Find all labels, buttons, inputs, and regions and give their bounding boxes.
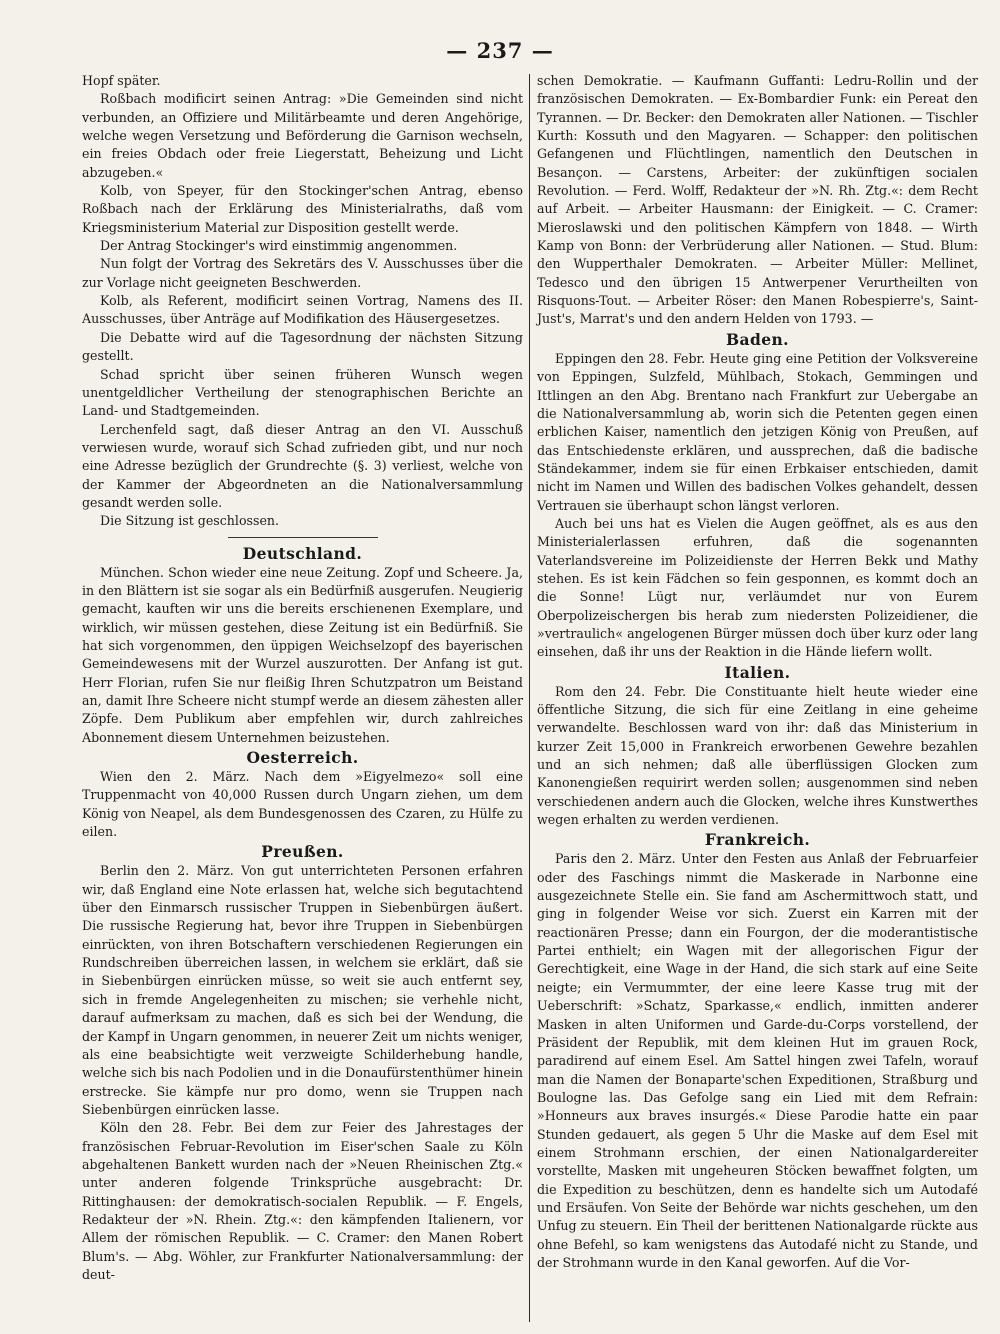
section-heading-frankreich: Frankreich. — [704, 830, 811, 850]
paragraph: Lerchenfeld sagt, daß dieser Antrag an den VI. Ausschuß verwiesen wurde, worauf sich Schad zufrieden gibt, und nur noch eine Adresse bezüglich der Grundrechte (§. 3) verliest, welche von der Kammer der Abgeordneten an die Nationalversammlung gesandt werden solle. — [82, 421, 523, 510]
section-heading-oesterreich: Oesterreich. — [246, 748, 359, 768]
paragraph: Auch bei uns hat es Vielen die Augen geöffnet, als es aus den Ministerialerlassen erfuhren, daß die sogenannten Vaterlandsvereine im Polizeidienste der Herren Bekk und Mathy stehen. Es ist kein Fädchen so fein gesponnen, es kommt doch an die Sonne! Lügt nur, verläumdet nur von Eurem Oberpolizeischergen bis herab zum niedersten Polizeidiener, die »vertraulich« angelogenen Bürger müssen doch über kurz oder lang einsehen, daß ihr uns der Reaktion in die Hände liefern wollt. — [537, 515, 978, 660]
paragraph: Der Antrag Stockinger's wird einstimmig angenommen. — [100, 238, 458, 254]
left-column — [82, 72, 529, 1334]
paragraph: Nun folgt der Vortrag des Sekretärs des V. Ausschusses über die zur Vorlage nicht geeigneten Beschwerden. — [82, 256, 523, 290]
section-heading-preussen: Preußen. — [261, 842, 344, 862]
text-columns — [82, 72, 978, 1334]
paragraph: Rom den 24. Febr. Die Constituante hielt heute wieder eine öffentliche Sitzung, die sich für eine Zeitlang in eine geheime verwandelte. Beschlossen ward von ihr: daß das Ministerium in kurzer Zeit 15,000 in Frankreich erworbenen Gewehre bezahlen und an sich nehmen; daß alle überflüssigen Glocken zum Kanonengießen requirirt werden sollen; ausgenommen sind neben verschiedenen andern auch die Glocken, welche ihres Kunstwerthes wegen erhalten zu werden verdienen. — [537, 683, 978, 828]
paragraph: Eppingen den 28. Febr. Heute ging eine Petition der Volksvereine von Eppingen, Sulzfeld, Mühlbach, Stokach, Gemmingen und Ittlingen an den Abg. Brentano nach Frankfurt zur Uebergabe an die Nationalversammlung ab, worin sich die Petenten gegen einen erblichen Kaiser, namentlich den jetzigen König von Preußen, auf das Entschiedenste erklären, und aussprechen, daß die badische Ständekammer, indem sie für einen Erbkaiser entschieden, damit nicht im Namen und Willen des badischen Volkes gehandelt, dessen Vertrauen sie überhaupt schon längst verloren. — [537, 350, 978, 513]
section-rule — [228, 537, 378, 538]
paragraph: Wien den 2. März. Nach dem »Eigyelmezo« soll eine Truppenmacht von 40,000 Russen durch Ungarn ziehen, um dem König von Neapel, als dem Bundesgenossen des Czaren, zu Hülfe zu eilen. — [82, 769, 523, 840]
paragraph: Berlin den 2. März. Von gut unterrichteten Personen erfahren wir, daß England eine Note erlassen hat, welche sich begutachtend über den Einmarsch russischer Truppen in Siebenbürgen äußert. Die russische Regierung hat, bevor ihre Truppen in Siebenbürgen einrückten, von ihren Botschaftern verschiedenen Regierungen ein Rundschreiben überreichen lassen, in welchem sie erklärt, daß sie in Siebenbürgen einrücken müsse, so weit sie auch entfernt sey, sich in fremde Angelegenheiten zu mischen; sie verhehle nicht, darauf aufmerksam zu machen, daß es sich bei der Wendung, die der Kampf in Ungarn genommen, in neuerer Zeit um nichts weniger, als eine beabsichtigte weit verzweigte Schilderhebung handle, welche sich bis nach Podolien und in die Donaufürstenthümer hinein erstrecke. Sie kämpfe nur pro domo, wenn sie Truppen nach Siebenbürgen einrücken lasse. — [82, 863, 523, 1117]
right-column — [530, 72, 978, 1334]
section-heading-italien: Italien. — [724, 662, 791, 682]
paragraph: Schad spricht über seinen früheren Wunsch wegen unentgeldlicher Vertheilung der stenographischen Berichte an Land- und Stadtgemeinden. — [82, 366, 523, 419]
paragraph: Hopf später. — [82, 73, 161, 88]
paragraph: Die Debatte wird auf die Tagesordnung der nächsten Sitzung gestellt. — [82, 329, 523, 364]
paragraph: schen Demokratie. — Kaufmann Guffanti: Ledru-Rollin und der französischen Demokraten. — Ex-Bombardier Funk: ein Pereat den Tyrannen. — Dr. Becker: den Demokraten aller Nationen. — Tischler Kurth: Kossuth und den Magyaren. — Schapper: den politischen Gefangenen und Flüchtlingen, namentlich den Deutschen in Besançon. — Carstens, Arbeiter: der zukünftigen socialen Revolution. — Ferd. Wolff, Redakteur der »N. Rh. Ztg.«: dem Recht auf Arbeit. — Arbeiter Hausmann: der Einigkeit. — C. Cramer: Mieroslawski und den politischen Kämpfern von 1848. — Wirth Kamp von Bonn: der Verbrüderung aller Nationen. — Stud. Blum: den Wupperthaler Demokraten. — Arbeiter Müller: Mellinet, Tedesco und den übrigen 15 Antwerpener Verurtheilten von Risquons-Tout. — Arbeiter Röser: den Manen Robespierre's, Saint-Just's, Marrat's und den andern Helden von 1793. — — [537, 73, 978, 327]
paragraph: Kolb, von Speyer, für den Stockinger'schen Antrag, ebenso Roßbach nach der Erklärung des Ministerialraths, daß vom Kriegsministerium Material zur Disposition gestellt werde. — [82, 183, 523, 235]
page-number: — 237 — — [446, 38, 554, 63]
paragraph: Die Sitzung ist geschlossen. — [100, 513, 280, 529]
paragraph: Roßbach modificirt seinen Antrag: »Die Gemeinden sind nicht verbunden, an Offiziere und Militärbeamte und deren Angehörige, welche wegen Versetzung und Beförderung die Garnison wechseln, ein freies Obdach oder freie Liegerstatt, Beheizung und Licht abzugeben.« — [82, 91, 523, 180]
section-heading-baden: Baden. — [726, 329, 789, 349]
paragraph: München. Schon wieder eine neue Zeitung. Zopf und Scheere. Ja, in den Blättern ist sie sogar als ein Bedürfniß ausgerufen. Neugierig gemacht, kauften wir uns die bereits erschienenen Exemplare, und wirklich, wir müssen gestehen, diese Zeitung ist ein Bedürfniß. Sie hat sich vorgenommen, den üppigen Weichselzopf des bayerischen Gemeindewesens mit der Wurzel auszurotten. Der Anfang ist gut. Herr Florian, rufen Sie nur fleißig Ihren Schutzpatron um Beistand an, damit Ihre Scheere nicht stumpf werde an diesem zähesten aller Zöpfe. Dem Publikum aber empfehlen wir, durch zahlreiches Abonnement diesem Unternehmen beizustehen. — [82, 564, 523, 745]
paragraph: Kolb, als Referent, modificirt seinen Vortrag, Namens des II. Ausschusses, über Anträge auf Modifikation des Häusergesetzes. — [82, 293, 523, 327]
paragraph: Paris den 2. März. Unter den Festen aus Anlaß der Februarfeier oder des Faschings nimmt die Maskerade in Narbonne eine ausgezeichnete Stelle ein. Sie fand am Aschermittwoch statt, und ging in folgender Weise vor sich. Zuerst ein Karren mit der reactionären Presse; dann ein Fourgon, der die moderantistische Partei enthielt; ein Wagen mit der allegorischen Figur der Gerechtigkeit, eine Wage in der Hand, die sich stark auf eine Seite neigte; ein Vermummter, der eine leere Kasse trug mit der Ueberschrift: »Schatz, Sparkasse,« endlich, inmitten anderer Masken in alten Uniformen und Garde-du-Corps vorstellend, der Präsident der Republik, mit dem kleinen Hut im grauen Rock, paradirend auf einem Esel. Am Sattel hingen zwei Tafeln, worauf man die Namen der Bonaparte'schen Expeditionen, Straßburg und Boulogne las. Das Gefolge sang ein Lied mit dem Refrain: »Honneurs aux braves insurgés.« Diese Parodie hatte ein paar Stunden gedauert, als gegen 5 Uhr die Maske auf dem Esel mit einem Strohmann erschien, der einen Nationalgardereiter vorstellte, Masken mit ungeheuren Stöcken bewaffnet folgten, um die Expedition zu beschützen, denn es handelte sich um Autodafé und Ersäufen. Von Seite der Behörde war nichts geschehen, um den Unfug zu steuern. Ein Theil der berittenen Nationalgarde rückte aus ohne Befehl, so kam wenigstens das Autodafé nicht zu Stande, und der Strohmann wurde in den Kanal geworfen. Auf die Vor- — [537, 851, 978, 1270]
paragraph: Köln den 28. Febr. Bei dem zur Feier des Jahrestages der französischen Februar-Revolution im Eiser'schen Saale zu Köln abgehaltenen Bankett wurden nach der »Neuen Rheinischen Ztg.« unter anderen folgende Trinksprüche ausgebracht: Dr. Rittinghausen: der demokratisch-socialen Republik. — F. Engels, Redakteur der »N. Rhein. Ztg.«: den kämpfenden Italienern, vor Allem der römischen Republik. — C. Cramer: den Manen Robert Blum's. — Abg. Wöhler, zur Frankfurter Nationalversammlung: der deut- — [82, 1120, 523, 1282]
section-heading-deutschland: Deutschland. — [242, 543, 363, 563]
